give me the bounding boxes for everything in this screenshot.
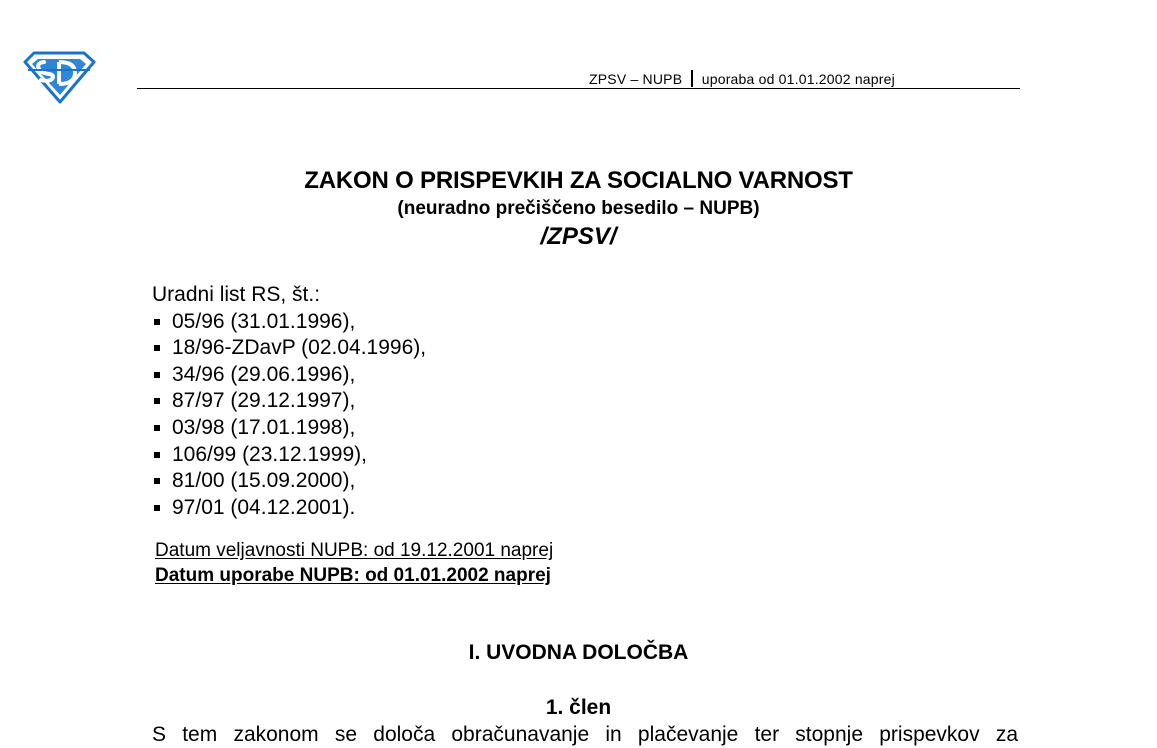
running-header: [589, 70, 895, 87]
logo-icon: [22, 48, 96, 104]
title-block: [137, 166, 1020, 252]
use-date: Datum uporabe NUPB: od 01.01.2002 naprej: [155, 565, 551, 586]
document-abbreviation: /ZPSV/: [540, 223, 617, 250]
gazette-item: 34/96 (29.06.1996),: [152, 362, 426, 389]
gazette-list: [152, 282, 426, 521]
article-heading: 1. člen: [545, 696, 612, 719]
gazette-item: 87/97 (29.12.1997),: [152, 388, 426, 415]
gazette-label: Uradni list RS, št.:: [152, 283, 321, 306]
gazette-item: 97/01 (04.12.2001).: [152, 495, 426, 522]
section-heading: I. UVODNA DOLOČBA: [468, 641, 689, 664]
header-rule: [137, 88, 1020, 89]
nupb-dates: [155, 538, 553, 588]
gazette-item: 106/99 (23.12.1999),: [152, 442, 426, 469]
document-subtitle: (neuradno prečiščeno besedilo – NUPB): [397, 198, 760, 219]
document-title: ZAKON O PRISPEVKIH ZA SOCIALNO VARNOST: [304, 167, 853, 194]
header-right: uporaba od 01.01.2002 naprej: [701, 71, 895, 87]
header-left: ZPSV – NUPB: [589, 71, 683, 87]
gazette-items: [152, 309, 426, 522]
gazette-item: 81/00 (15.09.2000),: [152, 468, 426, 495]
gazette-item: 03/98 (17.01.1998),: [152, 415, 426, 442]
header-separator: [691, 70, 693, 87]
article-text: S tem zakonom se določa obračunavanje in plačevanje ter stopnje prispevkov za: [152, 723, 1018, 746]
validity-date: Datum veljavnosti NUPB: od 19.12.2001 naprej: [155, 540, 554, 561]
gazette-item: 18/96-ZDavP (02.04.1996),: [152, 335, 426, 362]
gazette-item: 05/96 (31.01.1996),: [152, 309, 426, 336]
